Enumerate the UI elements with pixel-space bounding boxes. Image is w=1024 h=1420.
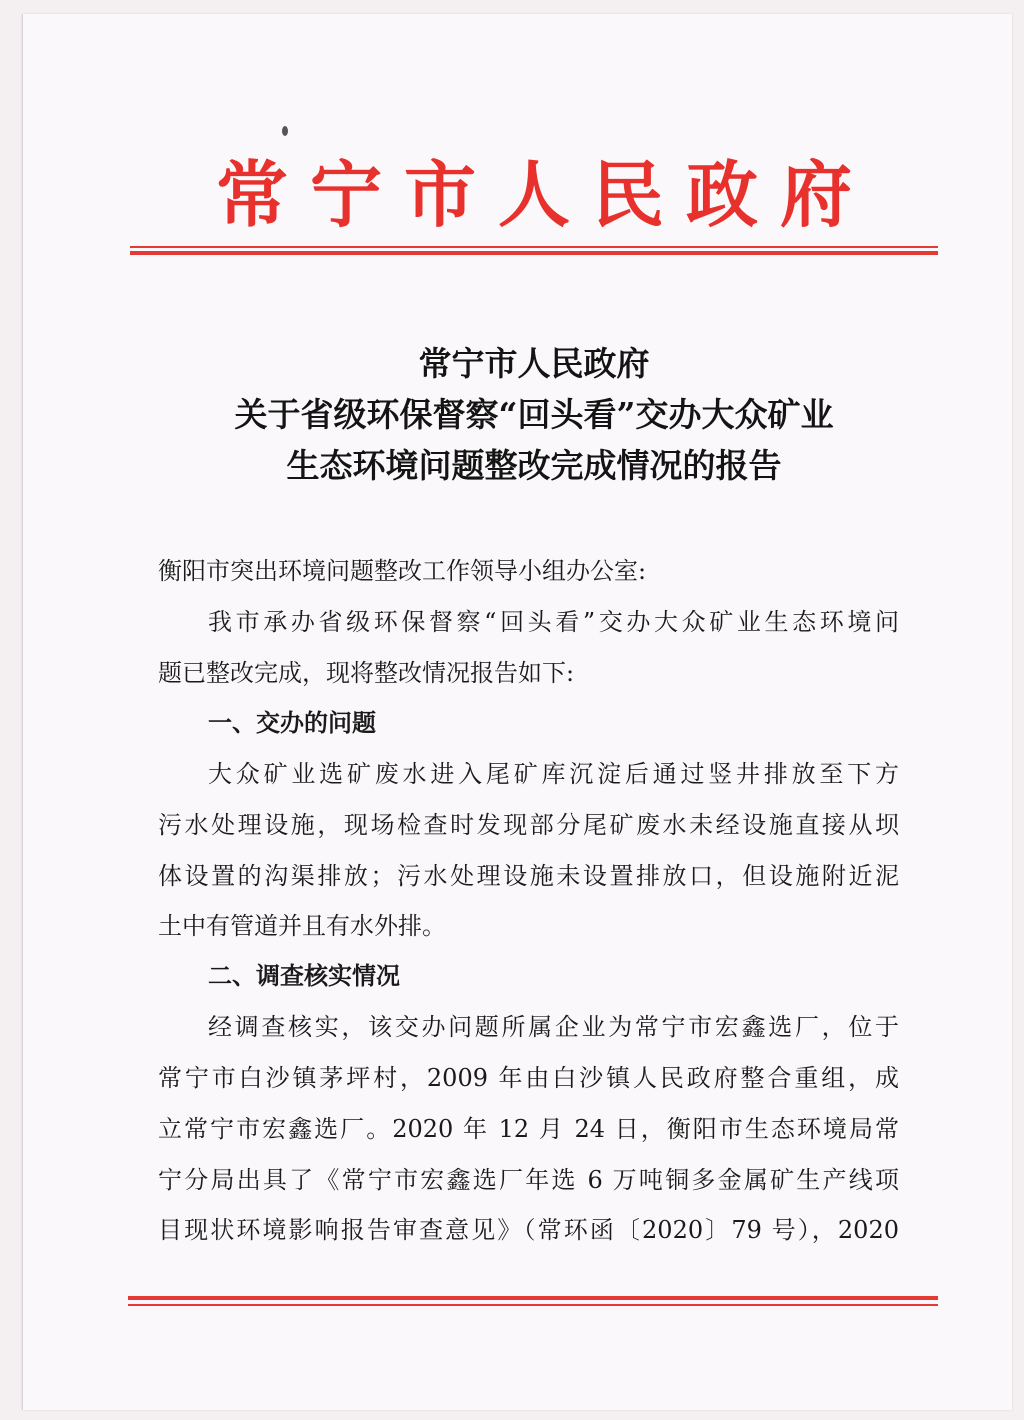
footer-rule-thick xyxy=(128,1296,938,1300)
section-2-line-2: 常宁市白沙镇茅坪村，2009 年由白沙镇人民政府整合重组，成 xyxy=(158,1064,899,1092)
intro-line-1: 我市承办省级环保督察“回头看”交办大众矿业生态环境问 xyxy=(208,608,899,636)
section-2-heading: 二、调查核实情况 xyxy=(208,962,400,990)
section-1-line-1: 大众矿业选矿废水进入尾矿库沉淀后通过竖井排放至下方 xyxy=(208,760,899,788)
report-title-line-3: 生态环境问题整改完成情况的报告 xyxy=(286,446,782,485)
footer-rule-thin xyxy=(128,1304,938,1306)
section-2-line-3: 立常宁市宏鑫选厂。2020 年 12 月 24 日，衡阳市生态环境局常 xyxy=(158,1115,899,1143)
intro-line-2: 题已整改完成，现将整改情况报告如下: xyxy=(158,659,575,687)
section-1-line-2: 污水处理设施，现场检查时发现部分尾矿废水未经设施直接从坝 xyxy=(158,811,899,839)
masthead-rule-thin xyxy=(130,246,938,248)
section-2-line-1: 经调查核实，该交办问题所属企业为常宁市宏鑫选厂，位于 xyxy=(208,1013,899,1041)
page-edge xyxy=(22,14,23,1410)
ink-spot xyxy=(282,126,288,136)
section-2-line-5: 目现状环境影响报告审查意见》（常环函〔2020〕79 号），2020 xyxy=(158,1216,899,1244)
addressee: 衡阳市突出环境问题整改工作领导小组办公室: xyxy=(158,557,647,585)
report-title-line-2: 关于省级环保督察“回头看”交办大众矿业 xyxy=(234,395,834,434)
report-title-line-1: 常宁市人民政府 xyxy=(418,344,650,383)
section-2-line-4: 宁分局出具了《常宁市宏鑫选厂年选 6 万吨铜多金属矿生产线项 xyxy=(158,1166,899,1194)
masthead-rule-thick xyxy=(130,251,938,255)
section-1-line-3: 体设置的沟渠排放；污水处理设施未设置排放口，但设施附近泥 xyxy=(158,862,899,890)
masthead: 常宁市人民政府 xyxy=(215,152,874,237)
section-1-heading: 一、交办的问题 xyxy=(208,709,376,737)
section-1-line-4: 土中有管道并且有水外排。 xyxy=(158,912,446,940)
